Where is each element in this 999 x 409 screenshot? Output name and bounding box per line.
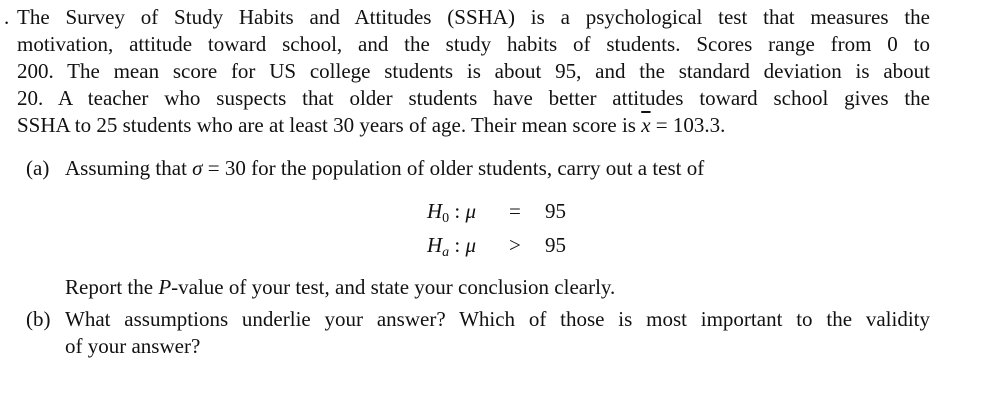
intro-line-2: motivation, attitude toward school, and the study habits of students. Scores range from 0 to: [17, 32, 930, 56]
ha-subscript: a: [442, 245, 450, 260]
part-a-text-before: Assuming that: [65, 156, 193, 180]
report-text-before: Report the: [65, 275, 159, 299]
ha-mu: μ: [465, 233, 477, 257]
h0-operator: =: [509, 199, 521, 223]
h0-subscript: 0: [442, 211, 450, 226]
part-a-report: [65, 274, 615, 301]
part-b-label: (b): [26, 307, 51, 331]
ha-H: H: [427, 233, 443, 257]
h0-value: 95: [545, 199, 566, 223]
p-symbol: P: [158, 275, 172, 299]
intro-line-3: 200. The mean score for US college students is about 95, and the standard deviation is about: [17, 59, 930, 83]
intro-line-5-text: SSHA to 25 students who are at least 30 years of age. Their mean score is: [17, 113, 642, 137]
intro-line-5: [17, 112, 725, 139]
ha-operator: >: [509, 233, 521, 257]
part-a-question: [65, 155, 704, 182]
part-a-label: (a): [26, 156, 50, 180]
h0-colon: :: [449, 199, 466, 223]
part-b-line-2: of your answer?: [65, 334, 201, 358]
null-hypothesis: [427, 198, 476, 232]
alternative-hypothesis: [427, 232, 476, 266]
ha-value: 95: [545, 233, 566, 257]
sigma-symbol: σ: [192, 156, 203, 180]
h0-H: H: [427, 199, 443, 223]
ha-colon: :: [449, 233, 466, 257]
mean-value: = 103.3.: [650, 113, 726, 137]
part-a-text-after: = 30 for the population of older students, carry out a test of: [202, 156, 705, 180]
intro-line-4: 20. A teacher who suspects that older students have better attitudes toward school gives the: [17, 86, 930, 110]
h0-mu: μ: [465, 199, 477, 223]
intro-line-1: The Survey of Study Habits and Attitudes (SSHA) is a psychological test that measures the: [17, 5, 930, 29]
xbar-symbol: $\overline{x}$: [641, 113, 651, 137]
problem-bullet: .: [4, 5, 10, 29]
part-b-line-1: What assumptions underlie your answer? Which of those is most important to the validity: [65, 307, 930, 331]
report-text-after: -value of your test, and state your conclusion clearly.: [171, 275, 616, 299]
